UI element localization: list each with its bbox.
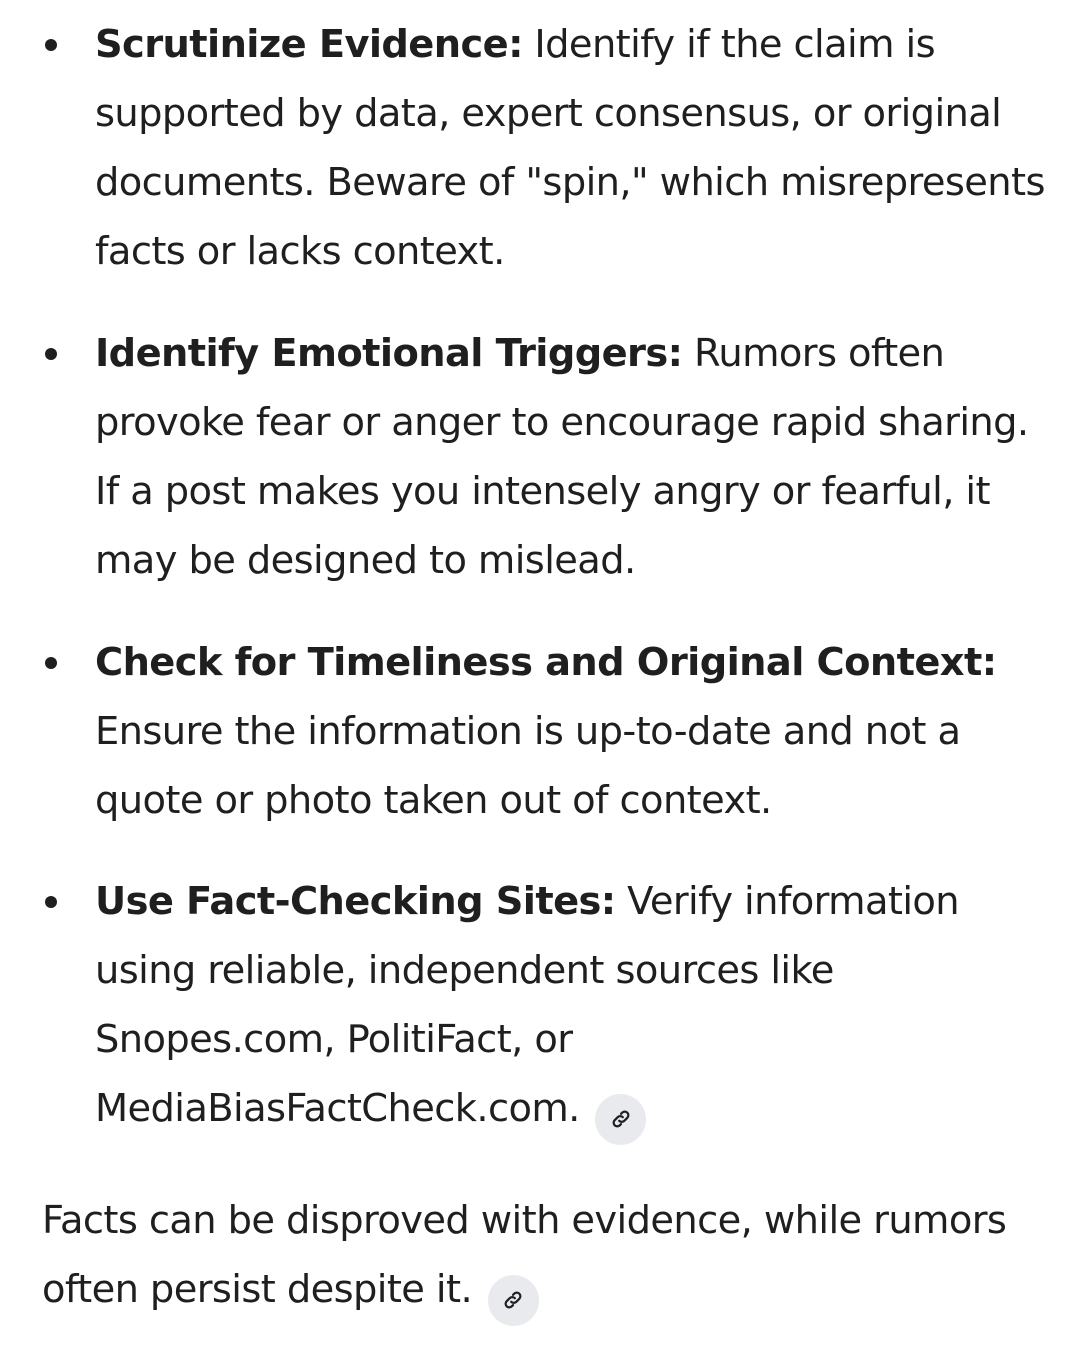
summary-paragraph: [42, 1186, 1052, 1326]
item-title: Check for Timeliness and Original Context:: [95, 640, 997, 685]
list-item: [95, 628, 1045, 835]
item-title: Identify Emotional Triggers:: [95, 331, 683, 376]
item-text: Rumors often provoke fear or anger to encourage rapid sharing. If a post makes you intensely angry or fearful, it may be designed to mislead.: [95, 331, 1029, 583]
bullet-dot: [45, 657, 57, 669]
bullet-dot: [45, 896, 57, 908]
list-item: [95, 10, 1045, 286]
item-title: Scrutinize Evidence:: [95, 22, 523, 67]
bullet-dot: [45, 348, 57, 360]
bullet-dot: [45, 39, 57, 51]
list-item: [95, 867, 1045, 1145]
source-link-button[interactable]: [595, 1094, 646, 1145]
item-text: Verify information using reliable, independent sources like Snopes.com, PolitiFact, or MediaBiasFactCheck.com.: [95, 879, 960, 1131]
item-text: Ensure the information is up-to-date and not a quote or photo taken out of context.: [95, 709, 961, 823]
link-icon: [609, 1107, 633, 1131]
source-link-button[interactable]: [488, 1275, 539, 1326]
item-text: Identify if the claim is supported by data, expert consensus, or original documents. Beware of "spin," which misrepresents facts or lacks context.: [95, 22, 1045, 274]
summary-text: Facts can be disproved with evidence, while rumors often persist despite it.: [42, 1198, 1007, 1312]
item-title: Use Fact-Checking Sites:: [95, 879, 616, 924]
link-icon: [501, 1288, 525, 1312]
list-item: [95, 319, 1045, 595]
